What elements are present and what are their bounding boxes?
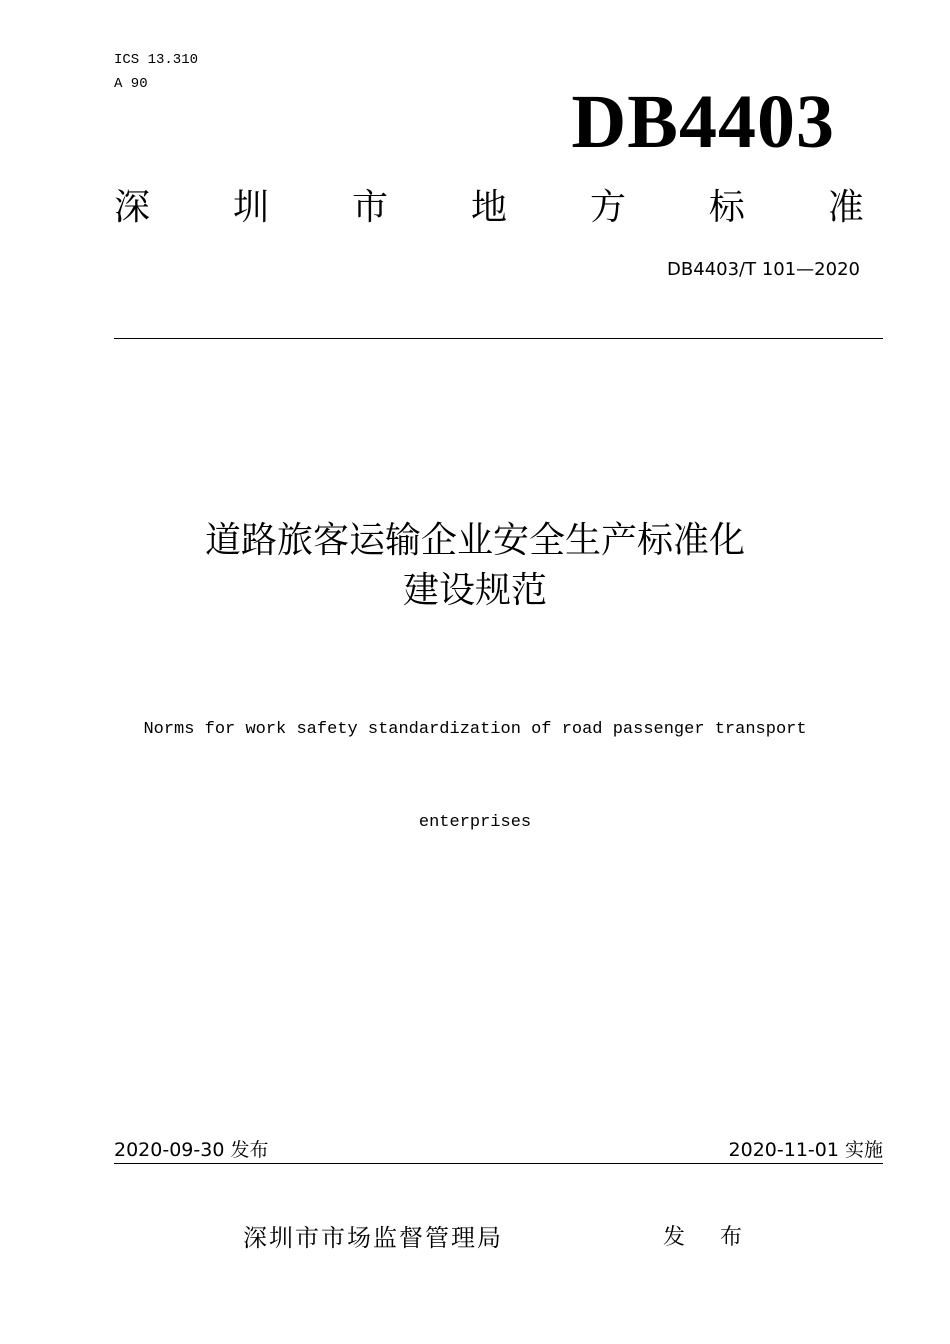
ics-code: ICS 13.310: [114, 52, 199, 68]
level-char: 市: [351, 187, 388, 228]
level-char: 方: [589, 187, 626, 228]
document-title: [0, 516, 950, 616]
title-en-line1: Norms for work safety standardization of road passenger transport: [143, 720, 807, 739]
header-divider: [114, 338, 883, 339]
classification-codes: [114, 48, 198, 96]
ccs-code: A 90: [114, 76, 148, 92]
standard-level: [114, 186, 864, 230]
title-zh-line1: 道路旅客运输企业安全生产标准化: [204, 520, 745, 561]
footer-divider: [114, 1163, 883, 1164]
issue-date: 2020-09-30 发布: [114, 1139, 269, 1161]
level-char: 地: [470, 187, 507, 228]
publish-label: 发 布: [663, 1225, 756, 1250]
implementation-date: 2020-11-01 实施: [728, 1139, 883, 1161]
english-title: [0, 652, 950, 869]
level-char: 深: [114, 187, 151, 228]
publisher-name: 深圳市市场监督管理局: [243, 1224, 503, 1252]
title-zh-line2: 建设规范: [402, 570, 547, 611]
title-en-line2: enterprises: [418, 813, 532, 832]
level-char: 标: [708, 187, 745, 228]
level-char: 准: [827, 187, 864, 228]
level-char: 圳: [232, 187, 269, 228]
standard-number: DB4403/T 101—2020: [667, 259, 860, 280]
standard-code: DB4403: [571, 80, 835, 164]
